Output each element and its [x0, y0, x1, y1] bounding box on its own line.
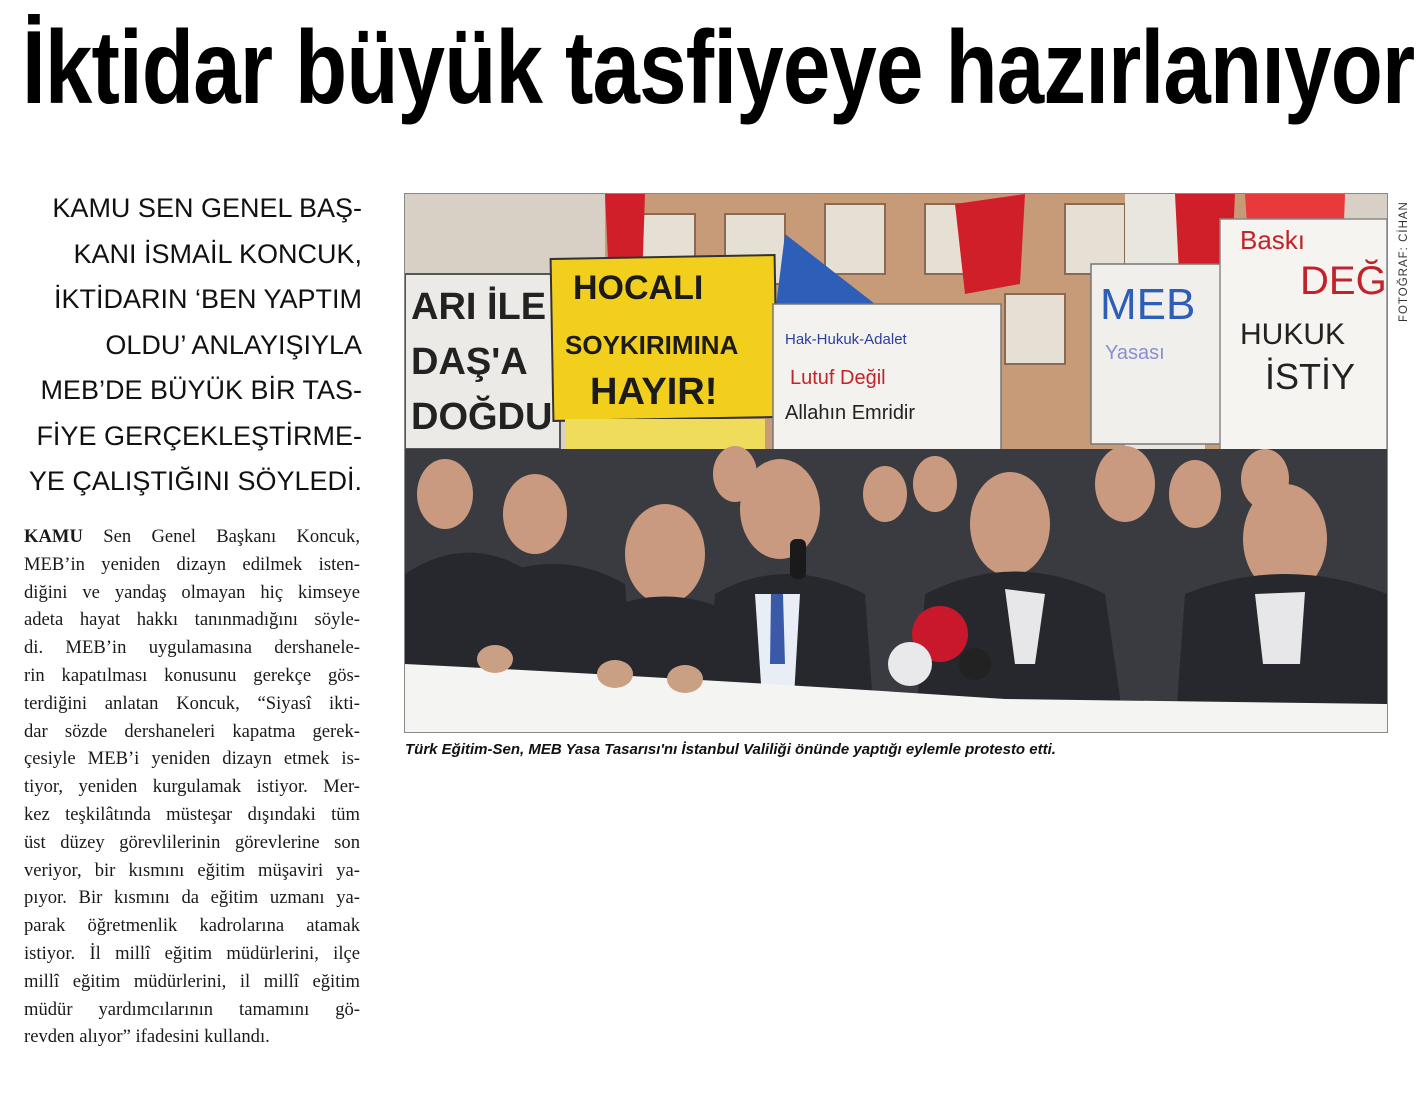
article-body: [24, 523, 360, 1051]
svg-text:HOCALI: HOCALI: [573, 269, 704, 307]
protest-sign-white: [773, 304, 1001, 459]
body-line: adeta hayat hakkı tanınmadığını söyle-: [24, 609, 360, 631]
svg-text:Baskı: Baskı: [1240, 225, 1306, 255]
lead-line: OLDU’ ANLAYIŞIYLA: [105, 329, 362, 360]
svg-text:DOĞDU: DOĞDU: [411, 396, 553, 438]
svg-text:HAYIR!: HAYIR!: [590, 371, 718, 413]
svg-text:İSTİY: İSTİY: [1265, 356, 1356, 397]
svg-text:Lutuf Değil: Lutuf Değil: [790, 367, 886, 389]
svg-text:Allahın Emridir: Allahın Emridir: [785, 402, 916, 424]
body-line: revden alıyor” ifadesini kullandı.: [24, 1026, 270, 1048]
protest-sign-meb: [1091, 264, 1231, 444]
lead-line: KAMU SEN GENEL BAŞ-: [52, 193, 362, 223]
svg-text:DAŞ'A: DAŞ'A: [411, 341, 528, 383]
body-line: millî eğitim müdürlerini, il millî eğitim: [24, 970, 360, 992]
lead-line: İKTİDARIN ‘BEN YAPTIM: [53, 284, 362, 314]
svg-text:ARI İLE: ARI İLE: [411, 286, 547, 328]
body-line: tiyor, yeniden kurgulamak istiyor. Mer-: [24, 776, 360, 798]
body-line: MEB’in yeniden dizayn edilmek isten-: [24, 553, 360, 575]
news-photo: [404, 193, 1388, 733]
body-line: terdiğini anlatan Koncuk, “Siyasî ikti-: [24, 692, 360, 714]
body-line: [24, 523, 360, 551]
body-line: di. MEB’in uygulamasına dershanele-: [24, 637, 360, 659]
lead-line: YE ÇALIŞTIĞINI SÖYLEDİ.: [28, 466, 362, 496]
svg-text:SOYKIRIMINA: SOYKIRIMINA: [565, 330, 739, 360]
body-line: istiyor. İl millî eğitim müdürlerini, ilçe: [24, 942, 360, 964]
svg-text:DEĞ: DEĞ: [1300, 259, 1387, 303]
body-line: rin kapatılması konusunu gerekçe gös-: [24, 664, 360, 686]
body-line: diğini ve yandaş olmayan hiç kimseye: [24, 581, 360, 603]
svg-text:HUKUK: HUKUK: [1240, 318, 1346, 351]
lead-line: KANI İSMAİL KONCUK,: [73, 238, 362, 269]
svg-text:Hak-Hukuk-Adalet: Hak-Hukuk-Adalet: [785, 331, 907, 348]
body-line: dar sözde dershaneleri kapatma gerek-: [24, 720, 360, 742]
body-line: pıyor. Bir kısmını da eğitim uzmanı ya-: [24, 887, 360, 909]
lead-word: KAMU: [24, 526, 83, 547]
lead-line: MEB’DE BÜYÜK BİR TAS-: [40, 375, 362, 405]
photo-caption: Türk Eğitim-Sen, MEB Yasa Tasarısı'nı İstanbul Valiliği önünde yaptığı eylemle protesto etti.: [405, 741, 1056, 758]
svg-text:MEB: MEB: [1100, 280, 1196, 329]
body-line: üst düzey görevlilerinin görevlerine son: [24, 831, 360, 853]
body-line: veriyor, bir kısmını eğitim müşaviri ya-: [24, 859, 360, 881]
photo-credit-text: FOTOĞRAF: CİHAN: [1398, 201, 1410, 322]
body-line-rest: Sen Genel Başkanı Koncuk,: [82, 526, 360, 547]
headline: İktidar büyük tasfiyeye hazırlanıyor: [22, 10, 1415, 126]
protest-sign-right: [1220, 219, 1387, 454]
photo-credit: [1398, 192, 1418, 322]
protest-sign-yellow: [551, 255, 778, 421]
body-line: parak öğretmenlik kadrolarına atamak: [24, 915, 360, 937]
body-line: müdür yardımcılarının tamamını gö-: [24, 998, 360, 1020]
body-line: kez teşkilâtında müsteşar dışındaki tüm: [24, 803, 360, 825]
lead-paragraph: [24, 186, 362, 505]
body-line: çesiyle MEB’i yeniden dizayn etmek is-: [24, 748, 360, 770]
protest-sign-left: [405, 274, 560, 449]
svg-text:Yasası: Yasası: [1105, 342, 1165, 364]
lead-line: FİYE GERÇEKLEŞTİRME-: [36, 420, 362, 451]
